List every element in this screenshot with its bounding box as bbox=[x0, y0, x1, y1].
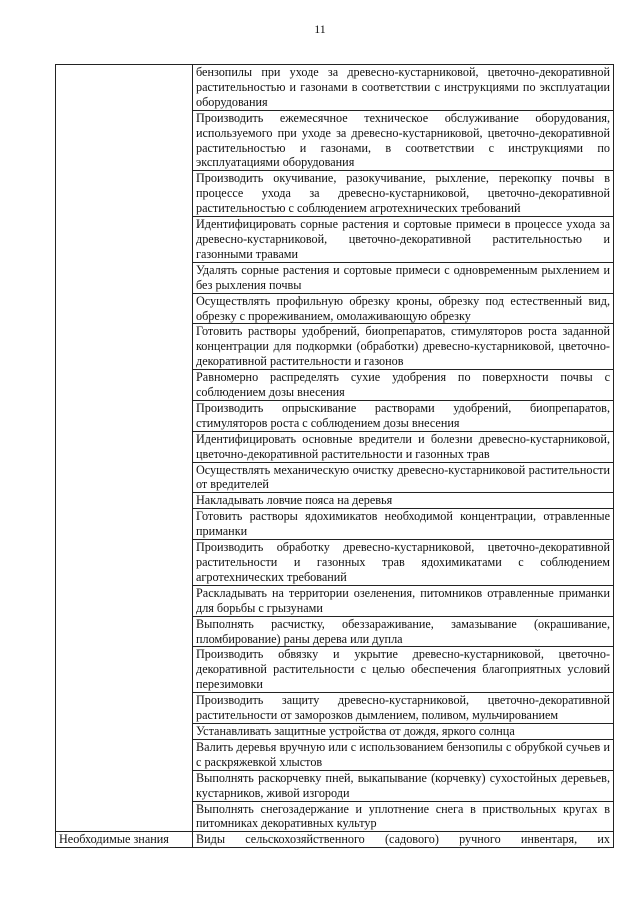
table-row-knowledge bbox=[56, 832, 614, 848]
skill-cell bbox=[193, 431, 614, 462]
knowledge-text-cell bbox=[193, 832, 614, 848]
skill-cell bbox=[193, 293, 614, 324]
skill-text: Производить окучивание, разокучивание, рыхление, перекопку почвы в процессе ухода за древесно-кустарниковой, цветочно-декоративной растительностью с соблюдением агротехнических требований bbox=[196, 171, 610, 216]
skill-text: Равномерно распределять сухие удобрения по поверхности почвы с соблюдением дозы внесения bbox=[196, 370, 610, 400]
skill-cell bbox=[193, 509, 614, 540]
skill-text: Накладывать ловчие пояса на деревья bbox=[196, 493, 393, 508]
knowledge-label-cell bbox=[56, 832, 193, 848]
skill-cell bbox=[193, 110, 614, 171]
skill-text: Готовить растворы ядохимикатов необходимой концентрации, отравленные приманки bbox=[196, 509, 610, 539]
skill-text: Идентифицировать основные вредители и болезни древесно-кустарниковой, цветочно-декоративной растительности и газонных трав bbox=[196, 431, 610, 461]
skill-cell bbox=[193, 647, 614, 693]
page-number: 11 bbox=[314, 22, 326, 36]
skill-cell bbox=[193, 65, 614, 111]
skill-cell bbox=[193, 739, 614, 770]
skill-cell bbox=[193, 171, 614, 217]
skill-text: Производить обработку древесно-кустарниковой, цветочно-декоративной растительности и газонных трав ядохимикатами с соблюдением агротехнических требований bbox=[196, 540, 610, 584]
knowledge-text: Виды сельскохозяйственного (садового) ручного инвентаря, их bbox=[196, 832, 610, 847]
skill-text: Удалять сорные растения и сортовые примеси с одновременным рыхлением и без рыхления почвы bbox=[196, 262, 610, 292]
skill-cell bbox=[193, 324, 614, 370]
knowledge-label: Необходимые знания bbox=[59, 832, 169, 847]
skill-text: бензопилы при уходе за древесно-кустарниковой, цветочно-декоративной растительностью и газонами в соответствии с инструкциями по эксплуатации оборудования bbox=[196, 65, 610, 109]
skill-text: Идентифицировать сорные растения и сортовые примеси в процессе ухода за древесно-кустарниковой, цветочно-декоративной растительностью и газонными травами bbox=[196, 217, 610, 261]
table-row bbox=[56, 65, 614, 111]
skill-cell bbox=[193, 493, 614, 509]
skill-cell bbox=[193, 400, 614, 431]
skill-text: Производить ежемесячное техническое обслуживание оборудования, используемого при уходе за древесно-кустарниковой, цветочно-декоративной растительностью и газонами, в соответствии с инструкциями по эксплуатациями оборудования bbox=[196, 110, 610, 170]
skill-text: Осуществлять профильную обрезку кроны, обрезку под естественный вид, обрезку с прореживанием, омолаживающую обрезку bbox=[196, 293, 610, 323]
skill-cell bbox=[193, 770, 614, 801]
skill-cell bbox=[193, 801, 614, 832]
skill-text: Выполнять раскорчевку пней, выкапывание (корчевку) сухостойных деревьев, кустарников, живой изгороди bbox=[196, 770, 610, 800]
skill-text: Выполнять снегозадержание и уплотнение снега в приствольных кругах в питомниках декоративных культур bbox=[196, 801, 610, 831]
skill-cell bbox=[193, 693, 614, 724]
skill-cell bbox=[193, 540, 614, 586]
skill-text: Выполнять расчистку, обеззараживание, замазывание (окрашивание, пломбирование) раны дерева или дупла bbox=[196, 616, 610, 646]
skills-table bbox=[55, 64, 614, 848]
skill-text: Раскладывать на территории озеленения, питомников отравленные приманки для борьбы с грызунами bbox=[196, 585, 610, 615]
skill-cell bbox=[193, 616, 614, 647]
skill-cell bbox=[193, 370, 614, 401]
skill-text: Валить деревья вручную или с использованием бензопилы с обрубкой сучьев и с раскряжевкой хлыстов bbox=[196, 739, 610, 769]
skill-text: Производить опрыскивание растворами удобрений, биопрепаратов, стимуляторов роста с соблюдением дозы внесения bbox=[196, 400, 610, 430]
skill-text: Производить обвязку и укрытие древесно-кустарниковой, цветочно-декоративной растительности с целью обеспечения благоприятных условий перезимовки bbox=[196, 647, 610, 692]
skill-cell bbox=[193, 217, 614, 263]
skill-cell bbox=[193, 723, 614, 739]
left-column-cell bbox=[56, 65, 193, 832]
skill-text: Устанавливать защитные устройства от дождя, яркого солнца bbox=[196, 723, 515, 738]
skill-cell bbox=[193, 585, 614, 616]
skill-cell bbox=[193, 462, 614, 493]
skill-text: Осуществлять механическую очистку древесно-кустарниковой растительности от вредителей bbox=[196, 462, 610, 492]
skill-text: Производить защиту древесно-кустарниковой, цветочно-декоративной растительности от заморозков дымлением, поливом, мульчированием bbox=[196, 693, 610, 723]
skill-cell bbox=[193, 262, 614, 293]
skill-text: Готовить растворы удобрений, биопрепаратов, стимуляторов роста заданной концентрации для подкормки (обработки) древесно-кустарниковой, цветочно-декоративной растительности и газонов bbox=[196, 324, 610, 369]
